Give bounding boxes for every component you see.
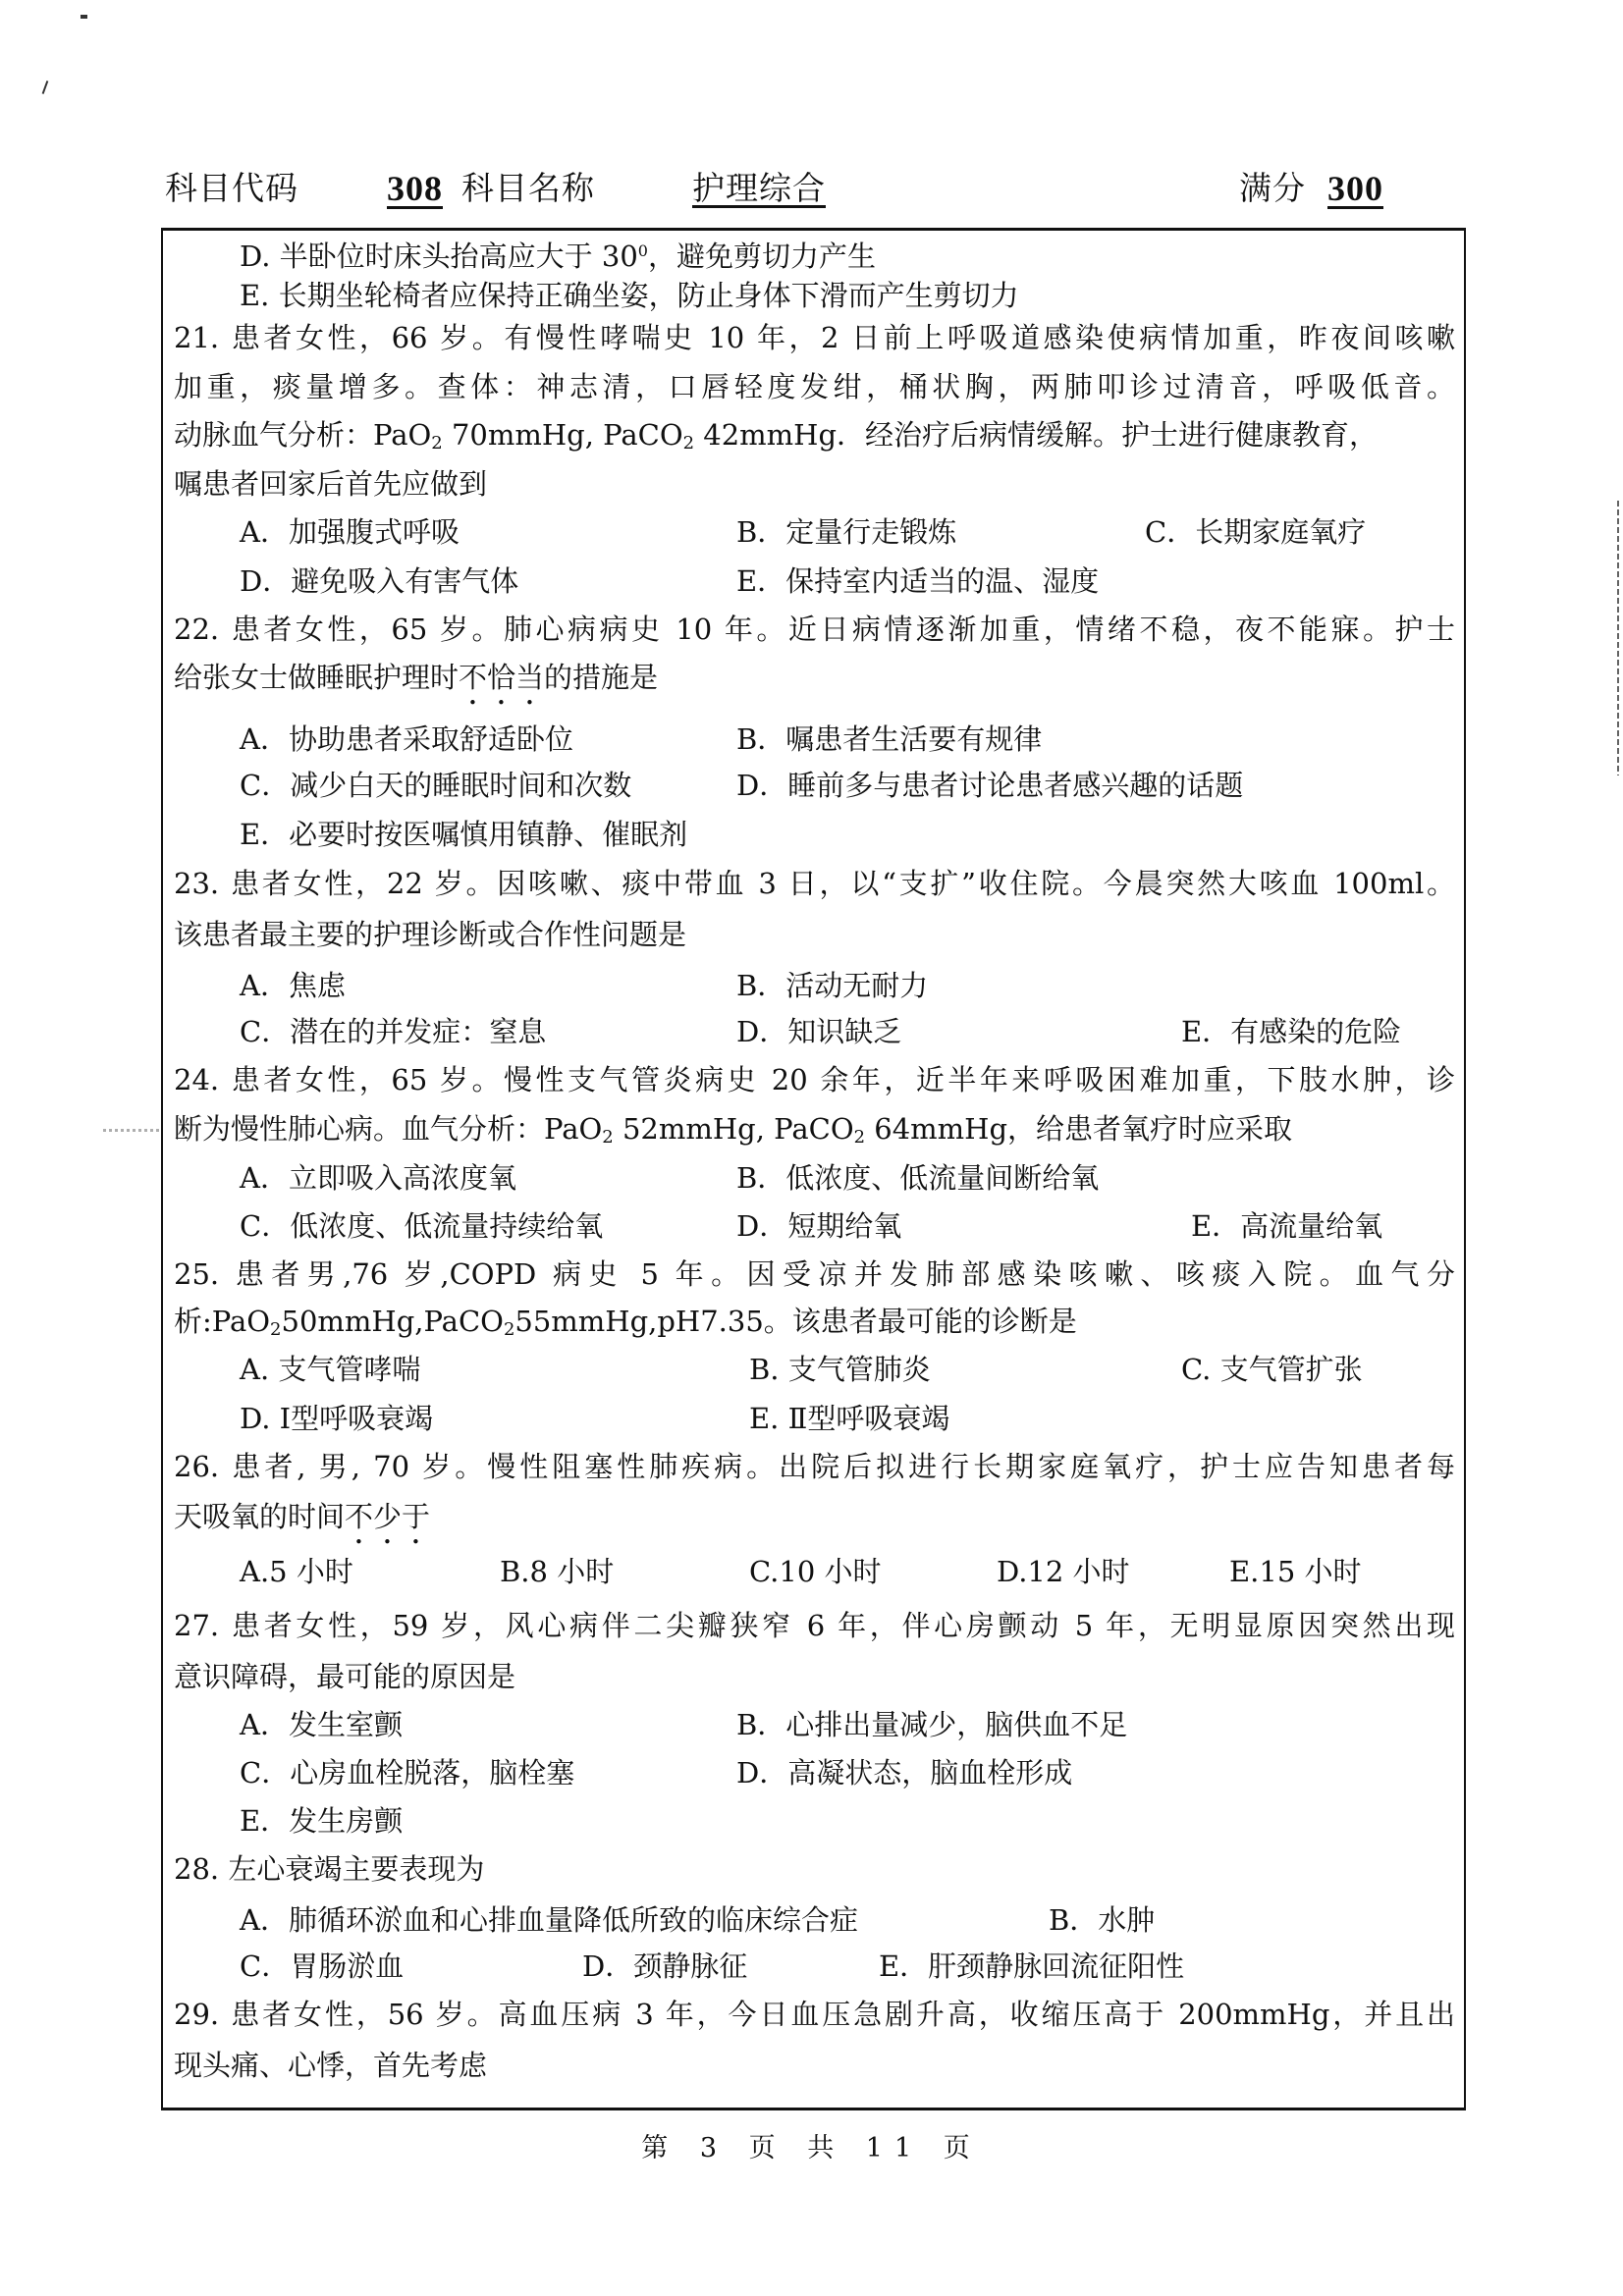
q21-option-e[interactable]: E．保持室内适当的温、湿度 (736, 564, 1100, 598)
q24-option-a[interactable]: A．立即吸入高浓度氧 (240, 1161, 516, 1195)
q28-option-d[interactable]: D．颈静脉征 (582, 1949, 748, 1983)
q25-option-d[interactable]: D. Ⅰ型呼吸衰竭 (240, 1402, 434, 1435)
page-number: 第 3 页 共 11 页 (641, 2133, 982, 2163)
q24-option-e[interactable]: E．高流量给氧 (1191, 1209, 1383, 1243)
q23-option-b[interactable]: B．活动无耐力 (736, 969, 929, 1002)
q29-line2: 现头痛、心悸，首先考虑 (174, 2049, 488, 2082)
q22-option-a[interactable]: A．协助患者采取舒适卧位 (240, 722, 573, 756)
q28-option-c[interactable]: C．胃肠淤血 (240, 1949, 405, 1983)
q24-line1: 24. 患者女性，65 岁。慢性支气管炎病史 20 余年，近半年来呼吸困难加重，下肢水肿，诊 (174, 1063, 1455, 1096)
q21-option-c[interactable]: C．长期家庭氧疗 (1145, 515, 1367, 549)
q24-option-c[interactable]: C．低浓度、低流量持续给氧 (240, 1209, 604, 1243)
q27-line2: 意识障碍，最可能的原因是 (174, 1660, 516, 1693)
q24-option-b[interactable]: B．低浓度、低流量间断给氧 (736, 1161, 1100, 1195)
q27-option-e[interactable]: E．发生房颤 (240, 1804, 404, 1838)
q24-line2: 断为慢性肺心病。血气分析：PaO$_2$ 52mmHg, PaCO$_2$ 64mmHg，给患者氧疗时应采取 (174, 1112, 1293, 1148)
scan-speck (81, 15, 87, 19)
scan-speck (42, 80, 49, 94)
q25-option-a[interactable]: A. 支气管哮喘 (240, 1353, 421, 1386)
q23-option-d[interactable]: D．知识缺乏 (736, 1015, 902, 1048)
q23-option-e[interactable]: E．有感染的危险 (1181, 1015, 1402, 1048)
q28-option-e[interactable]: E．肝颈静脉回流征阳性 (879, 1949, 1185, 1983)
q28-line1: 28. 左心衰竭主要表现为 (174, 1852, 485, 1886)
q27-line1: 27. 患者女性，59 岁，风心病伴二尖瓣狭窄 6 年，伴心房颤动 5 年，无明显原因突然出现 (174, 1609, 1455, 1642)
q28-option-a[interactable]: A．肺循环淤血和心排血量降低所致的临床综合症 (240, 1903, 858, 1937)
q21-option-b[interactable]: B．定量行走锻炼 (736, 515, 957, 549)
emphasis-not-less-than: 不少于 (345, 1500, 431, 1533)
q28-option-b[interactable]: B．水肿 (1049, 1903, 1156, 1937)
q22-option-b[interactable]: B．嘱患者生活要有规律 (736, 722, 1043, 756)
q26-option-c[interactable]: C.10 小时 (749, 1555, 882, 1588)
q22-line1: 22. 患者女性，65 岁。肺心病病史 10 年。近日病情逐渐加重，情绪不稳，夜不能寐。护士 (174, 613, 1455, 646)
subject-name-label: 科目名称 (461, 169, 595, 207)
q26-option-a[interactable]: A.5 小时 (240, 1555, 353, 1588)
q25-line1: 25. 患者男,76 岁,COPD 病史 5 年。因受凉并发肺部感染咳嗽、咳痰入院。血气分 (174, 1257, 1455, 1291)
subject-code-value: 308 (387, 169, 443, 208)
subject-name-value: 护理综合 (692, 169, 826, 207)
q27-option-d[interactable]: D．高凝状态，脑血栓形成 (736, 1756, 1073, 1789)
q21-option-d[interactable]: D．避免吸入有害气体 (240, 564, 519, 598)
q22-option-e[interactable]: E．必要时按医嘱慎用镇静、催眠剂 (240, 818, 688, 851)
q26-option-e[interactable]: E.15 小时 (1229, 1555, 1362, 1588)
q23-line2: 该患者最主要的护理诊断或合作性问题是 (174, 918, 687, 951)
q27-option-b[interactable]: B．心排出量减少，脑供血不足 (736, 1708, 1128, 1741)
q22-line2: 给张女士做睡眠护理时不恰当的措施是 (174, 661, 659, 694)
q21-line4: 嘱患者回家后首先应做到 (174, 467, 488, 501)
q22-option-c[interactable]: C．减少白天的睡眠时间和次数 (240, 769, 632, 802)
scan-edge-line (1617, 501, 1619, 775)
full-score-value: 300 (1327, 169, 1383, 208)
q26-option-d[interactable]: D.12 小时 (997, 1555, 1130, 1588)
q21-line3: 动脉血气分析：PaO$_2$ 70mmHg, PaCO$_2$ 42mmHg．经治疗后病情缓解。护士进行健康教育， (174, 418, 1379, 454)
q26-line1: 26. 患者, 男, 70 岁。慢性阻塞性肺疾病。出院后拟进行长期家庭氧疗，护士应告知患者每 (174, 1450, 1455, 1483)
q21-line2: 加重，痰量增多。查体：神志清，口唇轻度发绀，桶状胸，两肺叩诊过清音，呼吸低音。 (174, 370, 1455, 403)
q27-option-c[interactable]: C．心房血栓脱落，脑栓塞 (240, 1756, 575, 1789)
full-score-label: 满分 (1239, 169, 1306, 207)
q26-option-b[interactable]: B.8 小时 (500, 1555, 615, 1588)
q22-option-d[interactable]: D．睡前多与患者讨论患者感兴趣的话题 (736, 769, 1244, 802)
q25-option-e[interactable]: E. Ⅱ型呼吸衰竭 (749, 1402, 950, 1435)
q23-line1: 23. 患者女性，22 岁。因咳嗽、痰中带血 3 日，以“支扩”收住院。今晨突然大咳血 100ml。 (174, 867, 1455, 900)
emphasis-not-appropriate: 不恰当 (459, 661, 545, 694)
q23-option-a[interactable]: A．焦虑 (240, 969, 346, 1002)
q26-line2: 天吸氧的时间不少于 (174, 1500, 431, 1533)
q21-option-a[interactable]: A．加强腹式呼吸 (240, 515, 460, 549)
q29-line1: 29. 患者女性，56 岁。高血压病 3 年，今日血压急剧升高，收缩压高于 200mmHg，并且出 (174, 1998, 1455, 2031)
prev-option-d: D. 半卧位时床头抬高应大于 $30^0$，避免剪切力产生 (240, 240, 876, 273)
subject-code-label: 科目代码 (165, 169, 298, 207)
q25-line2: 析:PaO$_2$50mmHg,PaCO$_2$55mmHg,pH7.35。该患者最可能的诊断是 (174, 1305, 1077, 1340)
q24-option-d[interactable]: D．短期给氧 (736, 1209, 902, 1243)
q25-option-b[interactable]: B. 支气管肺炎 (749, 1353, 931, 1386)
q21-line1: 21. 患者女性，66 岁。有慢性哮喘史 10 年，2 日前上呼吸道感染使病情加重，昨夜间咳嗽 (174, 321, 1455, 354)
prev-option-e: E. 长期坐轮椅者应保持正确坐姿，防止身体下滑而产生剪切力 (240, 279, 1019, 312)
scan-dotted-mark (103, 1129, 162, 1132)
q25-option-c[interactable]: C. 支气管扩张 (1181, 1353, 1363, 1386)
q23-option-c[interactable]: C．潜在的并发症：窒息 (240, 1015, 547, 1048)
q27-option-a[interactable]: A．发生室颤 (240, 1708, 403, 1741)
